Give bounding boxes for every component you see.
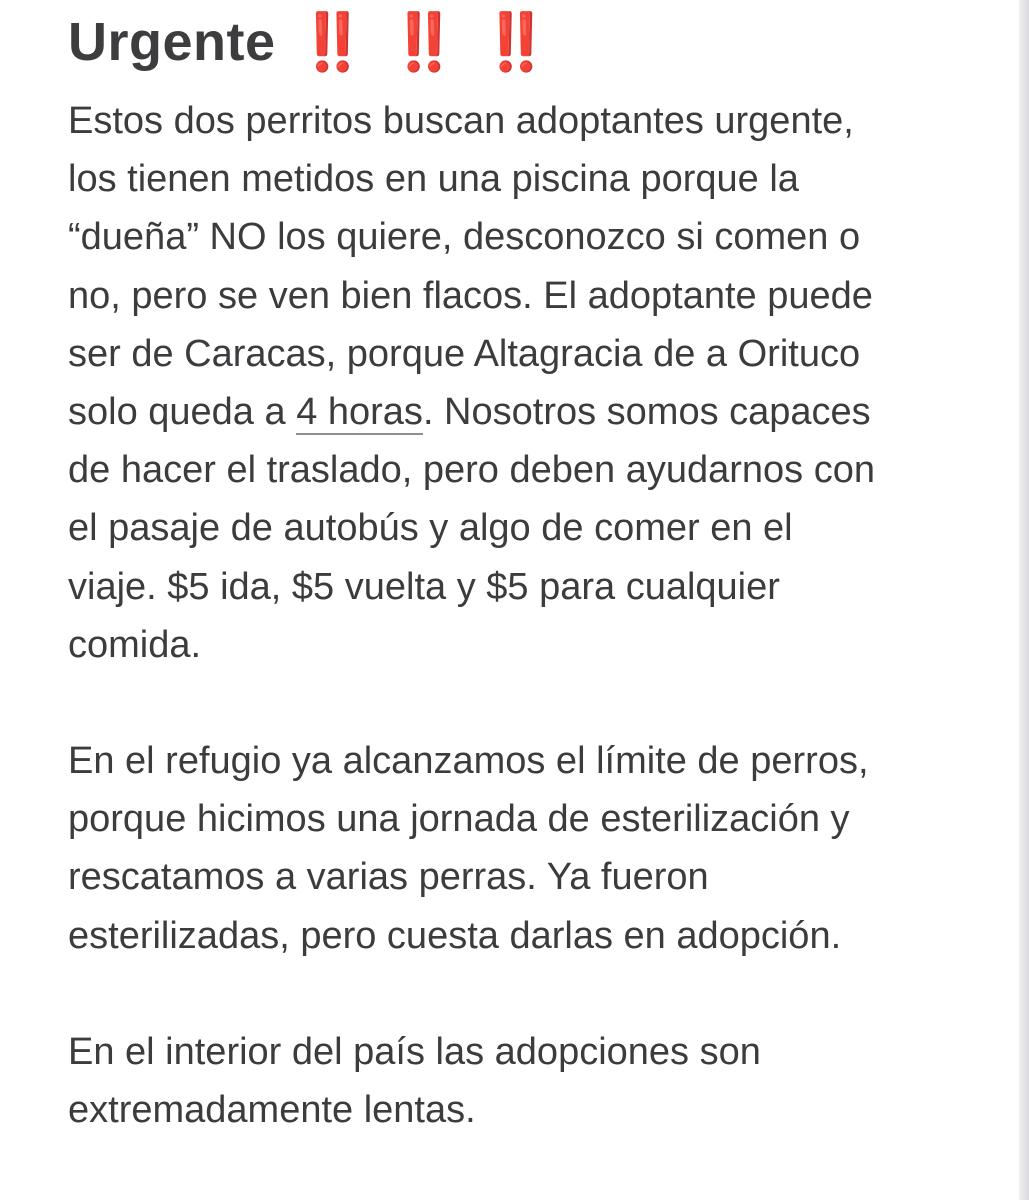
title-row — [68, 0, 968, 92]
note-title: Urgente — [68, 12, 276, 72]
paragraph-gap — [68, 674, 968, 732]
detected-link-duration[interactable]: 4 horas — [296, 391, 423, 434]
paragraph-2: En el refugio ya alcanzamos el límite de perros, porque hicimos una jornada de esterilización y rescatamos a varias perras. Ya fueron esterilizadas, pero cuesta darlas en adopción. — [68, 740, 869, 957]
screen-edge — [1019, 0, 1029, 1200]
double-exclamation-icon: ‼️ — [297, 10, 370, 73]
paragraph-gap — [68, 965, 968, 1023]
paragraph-1-text-b: . Nosotros somos capaces de hacer el traslado, pero deben ayudarnos con el pasaje de autobús y algo de comer en el viaje. $5 ida, $5 vuelta y $5 para cualquier comida. — [68, 391, 875, 666]
paragraph-3: En el interior del país las adopciones son extremadamente lentas. — [68, 1030, 761, 1132]
paragraph-1 — [68, 92, 968, 674]
double-exclamation-icon: ‼️ — [481, 10, 553, 73]
double-exclamation-icons — [297, 10, 553, 73]
double-exclamation-icon: ‼️ — [389, 10, 461, 73]
note-body[interactable] — [68, 0, 968, 1139]
paragraph-1-text-a: Estos dos perritos buscan adoptantes urgente, los tienen metidos en una piscina porque la “dueña” NO los quiere, desconozco si comen o no, pero se ven bien flacos. El adoptante puede ser de Caracas, porque Altagracia de a Orituco solo queda a — [68, 100, 873, 434]
